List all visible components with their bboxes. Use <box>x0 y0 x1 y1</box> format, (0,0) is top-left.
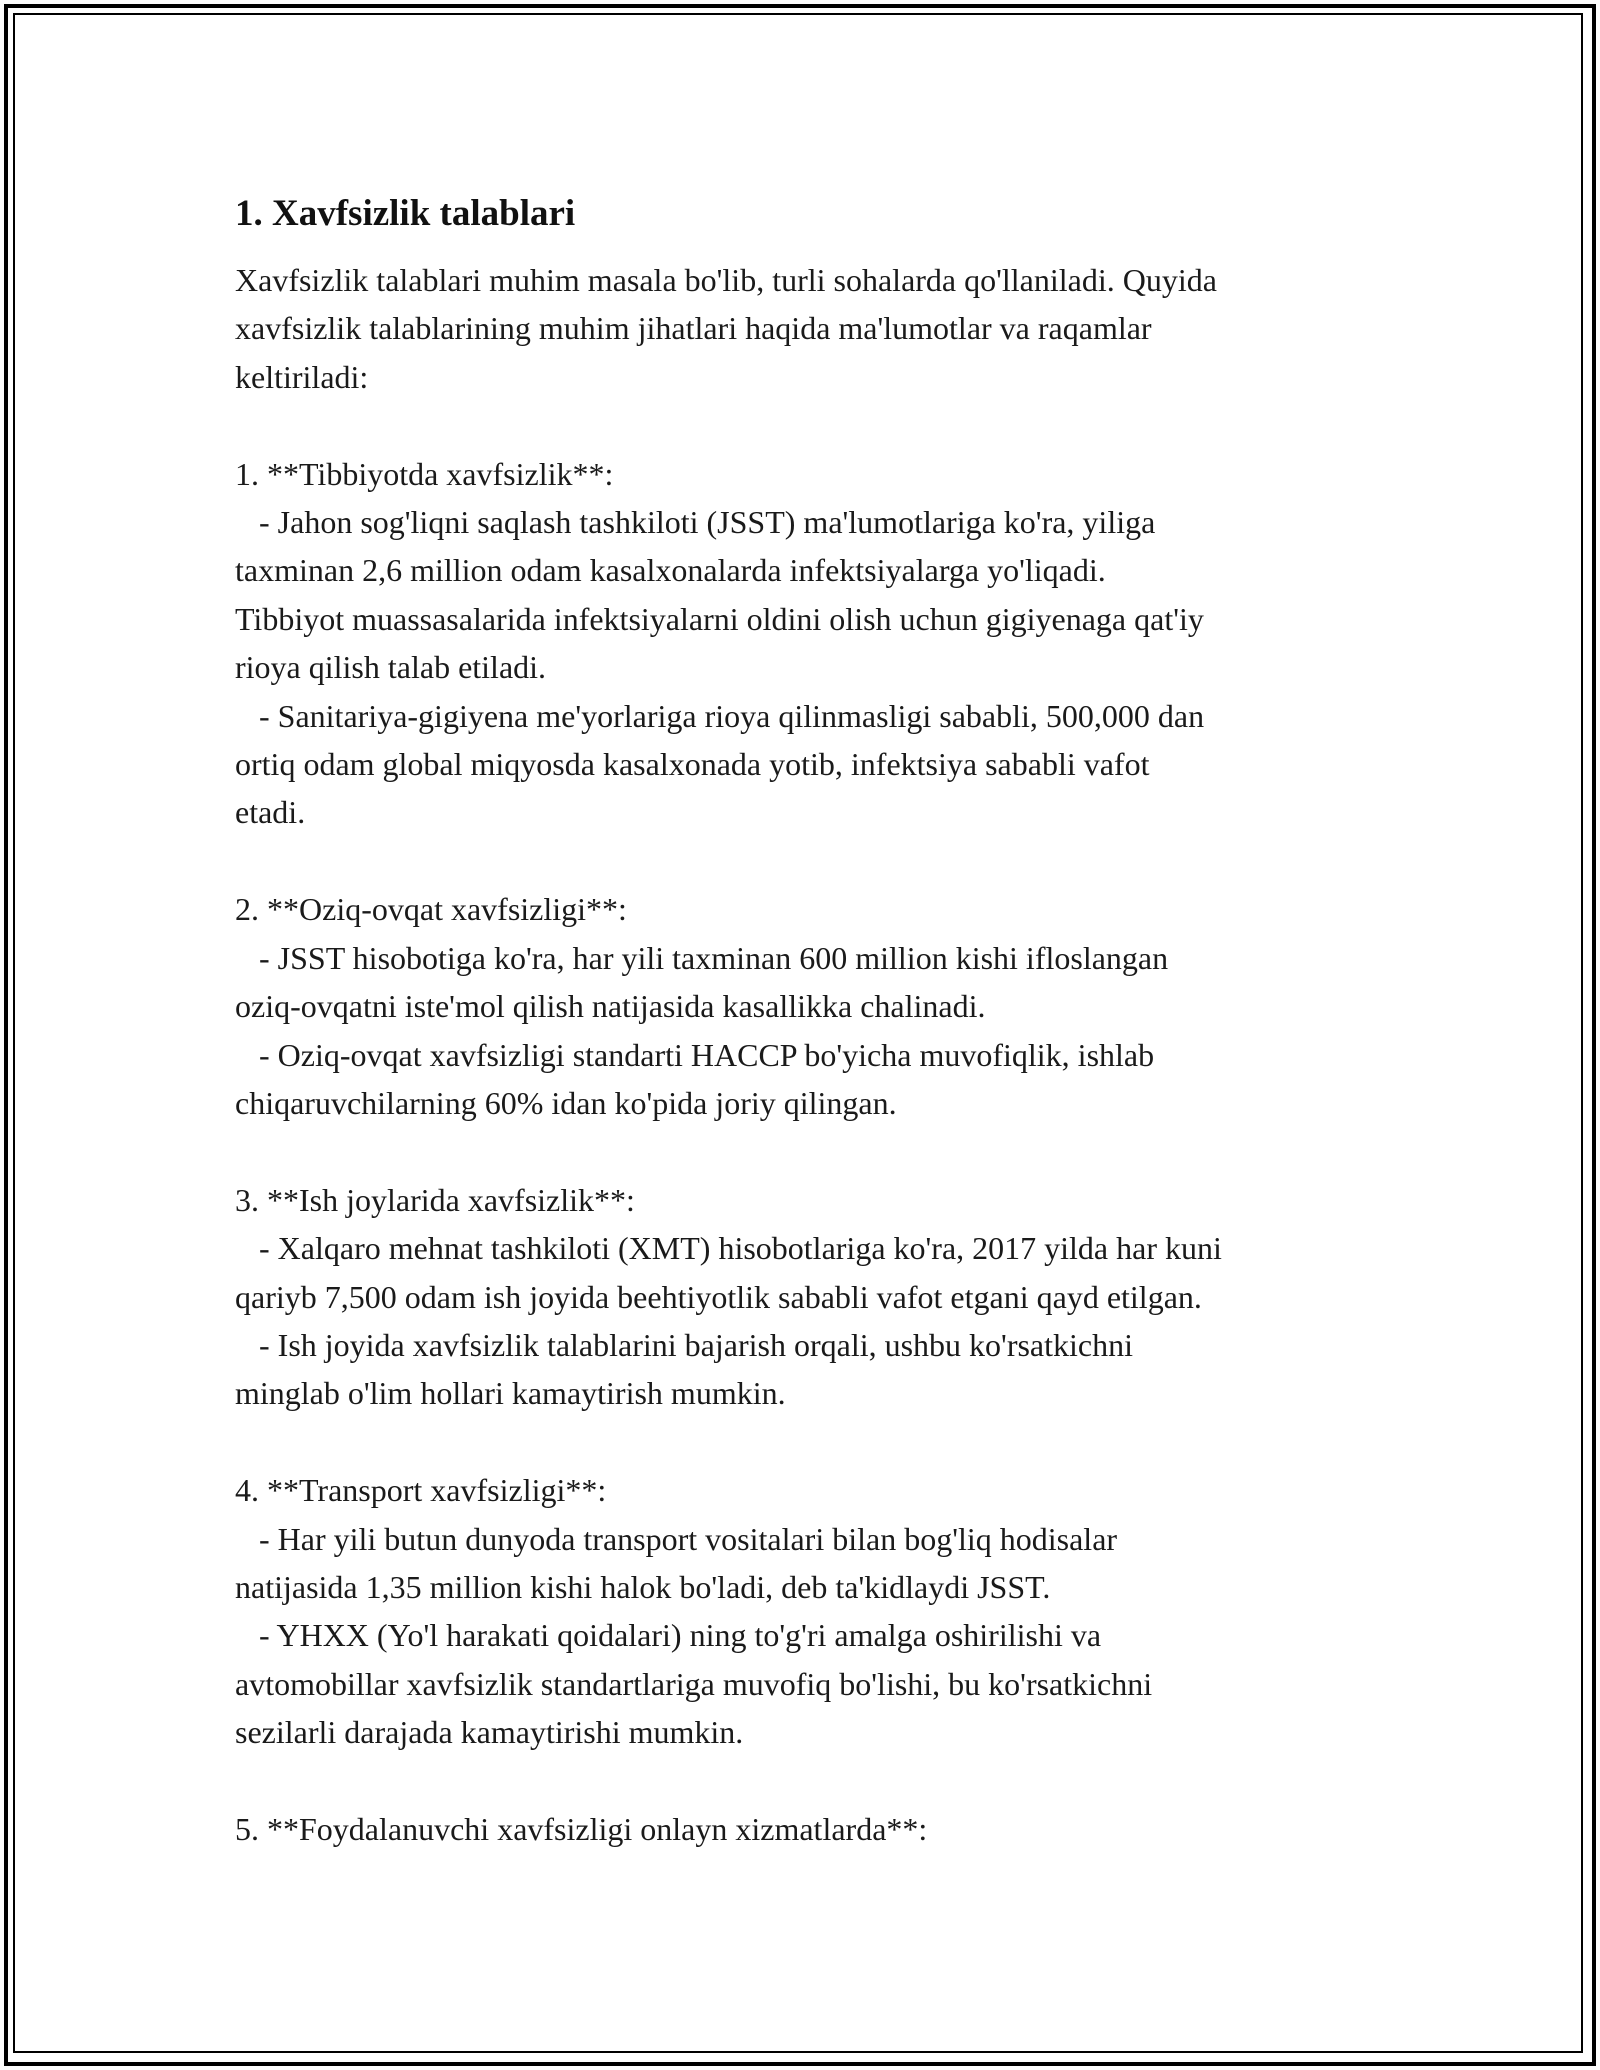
section-body-text: Xavfsizlik talablari muhim masala bo'lib, turli sohalarda qo'llaniladi. Quyida xavfsizlik talablarining muhim jihatlari haqida ma'lumotlar va raqamlar keltiriladi: 1. **Tibbiyotda xavfsizlik**: - Jahon sog'liqni saqlash tashkiloti (JSST) ma'lumotlariga ko'ra, yiliga taxminan 2,6 million odam kasalxonalarda infektsiyalarga yo'liqadi. Tibbiyot muassasalarida infektsiyalarni oldini olish uchun gigiyenaga qat'iy rioya qilish talab etiladi. - Sanitariya-gigiyena me'yorlariga rioya qilinmasligi sababli, 500,000 dan ortiq odam global miqyosda kasalxonada yotib, infektsiya sababli vafot etadi. 2. **Oziq-ovqat xavfsizligi**: - JSST hisobotiga ko'ra, har yili taxminan 600 million kishi ifloslangan oziq-ovqatni iste'mol qilish natijasida kasallikka chalinadi. - Oziq-ovqat xavfsizligi standarti HACCP bo'yicha muvofiqlik, ishlab chiqaruvchilarning 60% idan ko'pida joriy qilingan. 3. **Ish joylarida xavfsizlik**: - Xalqaro mehnat tashkiloti (XMT) hisobotlariga ko'ra, 2017 yilda har kuni qariyb 7,500 odam ish joyida beehtiyotlik sababli vafot etgani qayd etilgan. - Ish joyida xavfsizlik talablarini bajarish orqali, ushbu ko'rsatkichni minglab o'lim hollari kamaytirish mumkin. 4. **Transport xavfsizligi**: - Har yili butun dunyoda transport vositalari bilan bog'liq hodisalar natijasida 1,35 million kishi halok bo'ladi, deb ta'kidlaydi JSST. - YHXX (Yo'l harakati qoidalari) ning to'g'ri amalga oshirilishi va avtomobillar xavfsizlik standartlariga muvofiq bo'lishi, bu ko'rsatkichni sezilarli darajada kamaytirishi mumkin. 5. **Foydalanuvchi xavfsizligi onlayn xizmatlarda**: <box>235 262 1222 1847</box>
section-heading: 1. Xavfsizlik talablari <box>235 193 576 234</box>
document-content <box>235 186 1375 1853</box>
